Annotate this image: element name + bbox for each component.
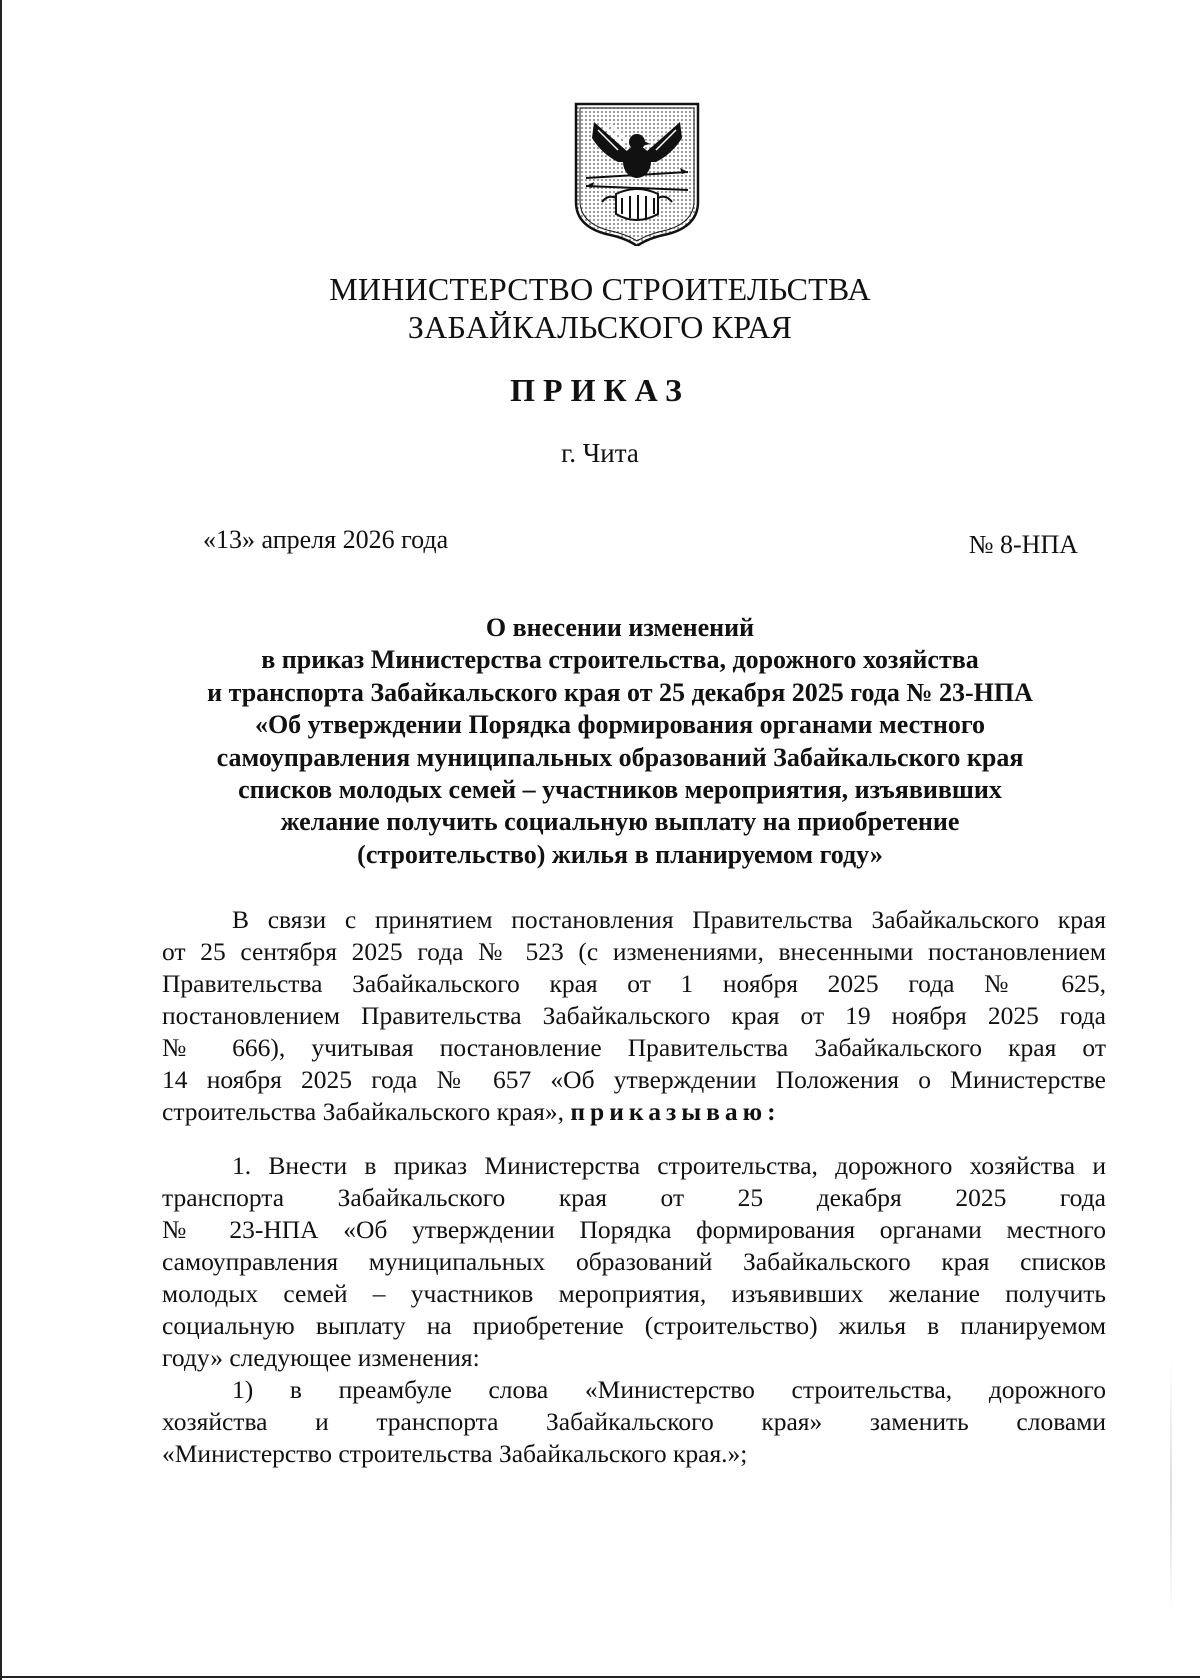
city: г. Чита [561, 438, 639, 468]
title-line: самоуправления муниципальных образований Забайкальского края [216, 742, 1024, 772]
title-line: О внесении изменений [485, 613, 755, 642]
title-line: и транспорта Забайкальского края от 25 декабря 2025 года № 23-НПА [207, 677, 1033, 707]
title-line: списков молодых семей – участников мероприятия, изъявивших [238, 775, 1002, 805]
title-line: в приказ Министерства строительства, дорожного хозяйства [261, 645, 979, 675]
text-fragment: строительства Забайкальского края», [162, 1097, 564, 1126]
document-type: ПРИКАЗ [510, 372, 690, 408]
title-line: «Об утверждении Порядка формирования органами местного [254, 710, 986, 740]
order-directive: приказываю: [570, 1097, 781, 1126]
text-line: «Министерство строительства Забайкальского края.»; [162, 1439, 748, 1468]
order-date: «13» апреля 2026 года [203, 525, 449, 554]
title-line: желание получить социальную выплату на приобретение [280, 807, 960, 837]
scan-edge [0, 0, 2, 1680]
scan-edge [0, 1676, 1200, 1678]
coat-of-arms-icon [572, 102, 702, 246]
text-line: Правительства Забайкальского края от 1 ноября 2025 года № 625, [162, 969, 1106, 998]
ministry-name [0, 270, 1200, 346]
scan-artifact [1170, 1360, 1172, 1620]
text-line: транспорта Забайкальского края от 25 декабря 2025 года [162, 1183, 1106, 1212]
text-line [162, 1096, 1106, 1128]
text-line: хозяйства и транспорта Забайкальского края» заменить словами [162, 1407, 1106, 1436]
order-number: № 8-НПА [968, 530, 1078, 559]
text-line: году» следующее изменения: [162, 1343, 480, 1372]
text-line: от 25 сентября 2025 года № 523 (с изменениями, внесенными постановлением [162, 937, 1106, 966]
text-line: постановлением Правительства Забайкальского края от 19 ноября 2025 года [162, 1001, 1106, 1030]
text-line: 1) в преамбуле слова «Министерство строительства, дорожного [232, 1375, 1106, 1404]
ministry-line: ЗАБАЙКАЛЬСКОГО КРАЯ [407, 309, 793, 345]
title-line: (строительство) жилья в планируемом году» [357, 839, 883, 869]
text-line: № 23-НПА «Об утверждении Порядка формирования органами местного [162, 1215, 1106, 1244]
item-1-paragraph [162, 1150, 1106, 1470]
text-line: В связи с принятием постановления Правительства Забайкальского края [232, 905, 1106, 934]
text-line: молодых семей – участников мероприятия, изъявивших желание получить [162, 1279, 1106, 1308]
preamble-paragraph [162, 904, 1106, 1128]
text-line: социальную выплату на приобретение (строительство) жилья в планируемом [162, 1311, 1106, 1340]
order-title [160, 612, 1080, 871]
text-line: самоуправления муниципальных образований Забайкальского края списков [162, 1247, 1106, 1276]
ministry-line: МИНИСТЕРСТВО СТРОИТЕЛЬСТВА [329, 271, 871, 307]
text-line: 14 ноября 2025 года № 657 «Об утверждении Положения о Министерстве [162, 1065, 1106, 1094]
text-line: № 666), учитывая постановление Правительства Забайкальского края от [162, 1033, 1106, 1062]
text-line: 1. Внести в приказ Министерства строительства, дорожного хозяйства и [232, 1151, 1106, 1180]
